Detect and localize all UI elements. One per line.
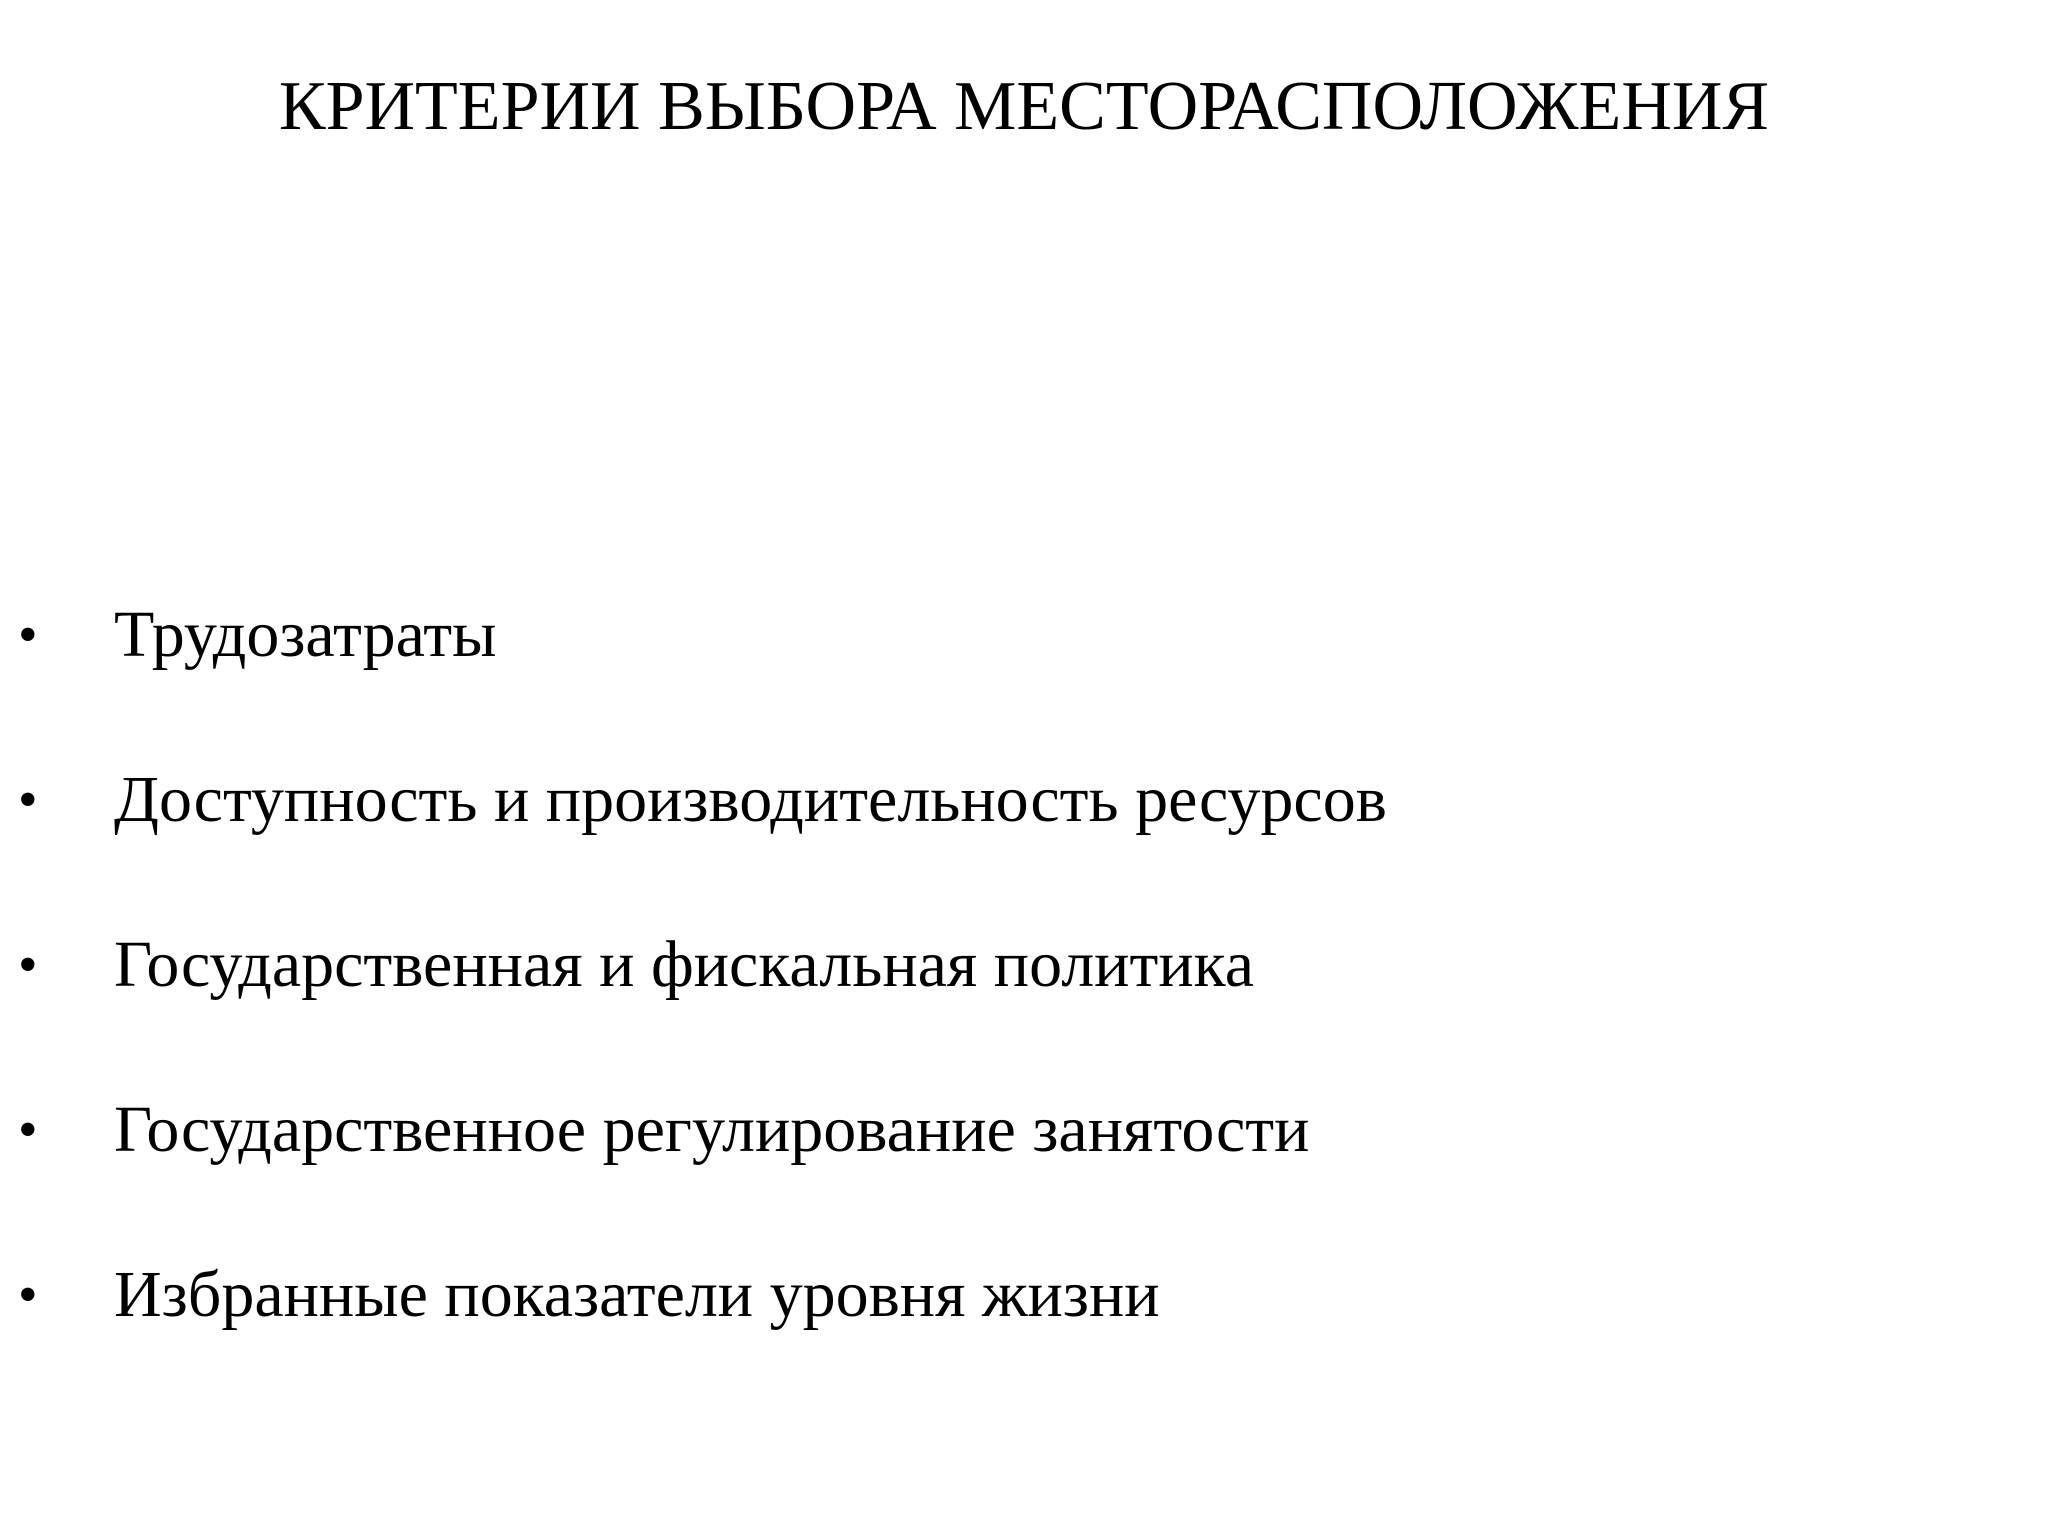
list-item bbox=[0, 1085, 2048, 1250]
list-item bbox=[0, 590, 2048, 755]
list-item-text: Трудозатраты bbox=[114, 598, 497, 671]
list-item-text: Доступность и производительность ресурсов bbox=[114, 763, 1387, 836]
bullet-icon: • bbox=[18, 769, 38, 831]
bullet-icon: • bbox=[18, 1099, 38, 1161]
list-item bbox=[0, 755, 2048, 920]
list-item-text: Государственное регулирование занятости bbox=[114, 1093, 1310, 1166]
bullet-icon: • bbox=[18, 1264, 38, 1326]
list-item bbox=[0, 920, 2048, 1085]
bullet-list bbox=[0, 590, 2048, 1415]
bullet-icon: • bbox=[18, 604, 38, 666]
slide-title: КРИТЕРИИ ВЫБОРА МЕСТОРАСПОЛОЖЕНИЯ bbox=[278, 68, 1770, 145]
list-item bbox=[0, 1250, 2048, 1415]
list-item-text: Избранные показатели уровня жизни bbox=[114, 1258, 1160, 1331]
bullet-icon: • bbox=[18, 934, 38, 996]
list-item-text: Государственная и фискальная политика bbox=[114, 928, 1255, 1001]
